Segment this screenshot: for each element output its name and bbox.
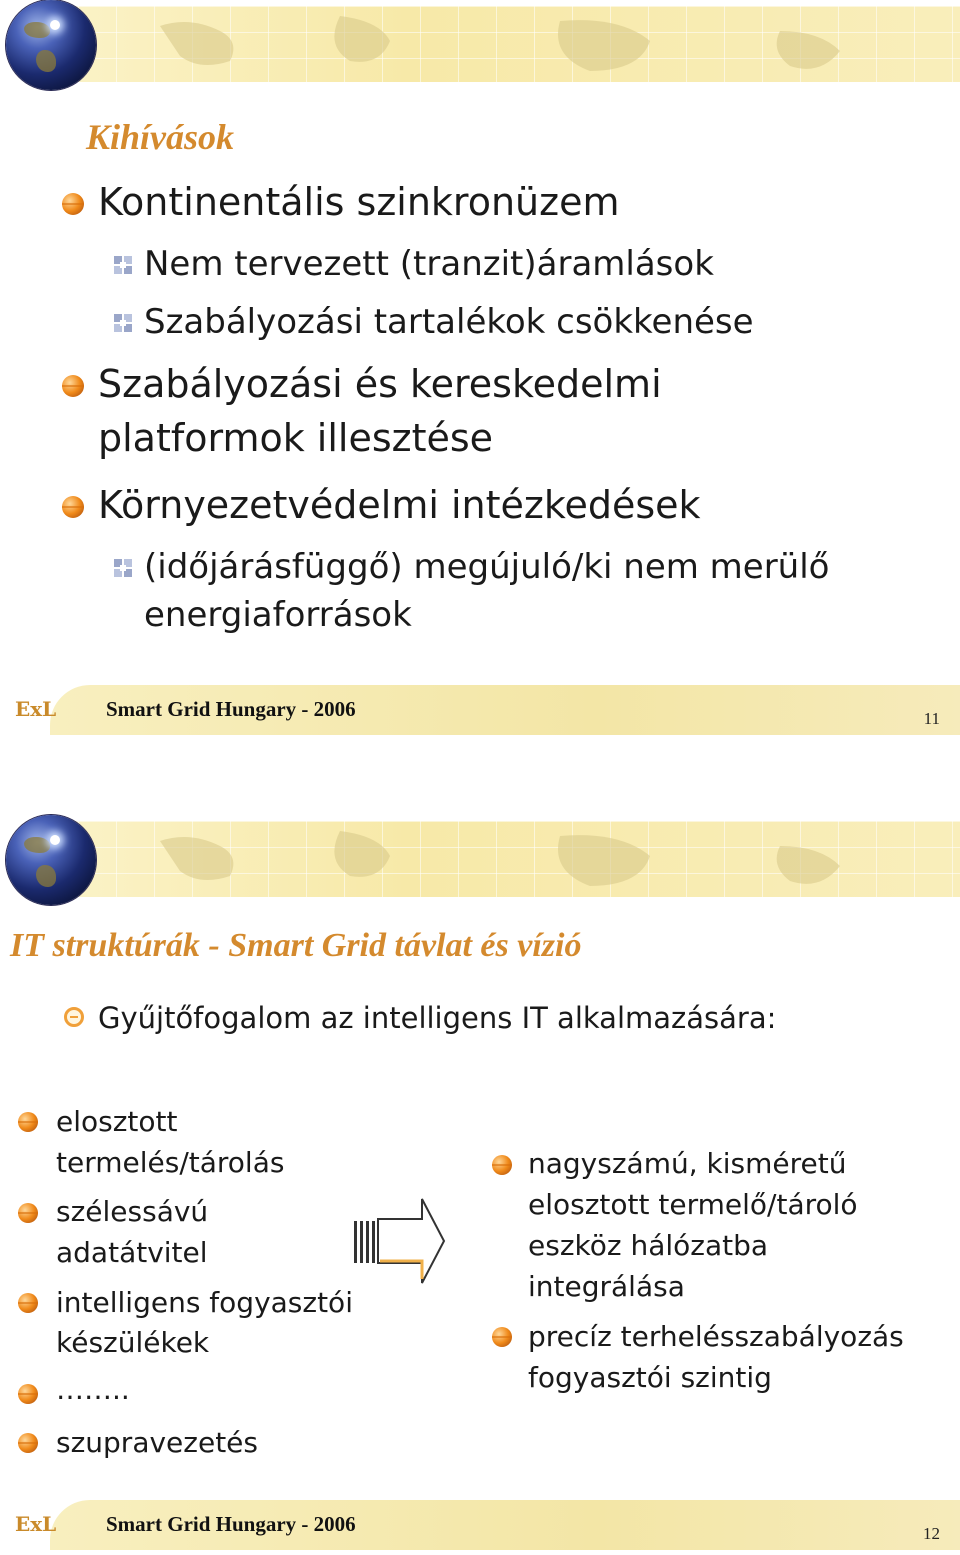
slide-title: IT struktúrák - Smart Grid távlat és vízió: [10, 927, 582, 964]
bullet-text-cont: platformok illesztése: [98, 416, 494, 460]
right-arrow-icon: [352, 1195, 448, 1287]
slide-title: Kihívások: [86, 117, 235, 157]
globe-logo: [6, 0, 96, 90]
footer-title: Smart Grid Hungary - 2006: [106, 1512, 356, 1536]
bullet-ball-icon: [18, 1293, 38, 1313]
bullet-ball-icon: [492, 1155, 512, 1175]
left-item-cont: készülékek: [56, 1326, 210, 1359]
footer-logo: ExL: [15, 697, 57, 721]
slide-11: [0, 0, 960, 740]
bullet-ball-icon: [18, 1203, 38, 1223]
sub-bullet-icon: [114, 314, 132, 332]
footer-title: Smart Grid Hungary - 2006: [106, 697, 356, 721]
bullet-text: Környezetvédelmi intézkedések: [98, 483, 701, 527]
bullet-text: Szabályozási és kereskedelmi: [98, 362, 662, 406]
header-map-band: [40, 6, 960, 82]
intro-text: Gyűjtőfogalom az intelligens IT alkalmazására:: [98, 1001, 777, 1035]
bullet-ring-icon: [64, 1007, 84, 1027]
footer-band: [0, 685, 960, 735]
header-map-band: [40, 821, 960, 897]
right-item-cont: integrálása: [528, 1270, 685, 1303]
sub-bullet-text: Nem tervezett (tranzit)áramlások: [144, 244, 714, 284]
world-map-graphic: [40, 821, 960, 897]
footer-logo: ExL: [15, 1512, 57, 1536]
left-item-cont: termelés/tárolás: [56, 1146, 285, 1179]
footer-band: [0, 1500, 960, 1550]
bullet-ball-icon: [18, 1112, 38, 1132]
left-item: elosztott: [56, 1105, 178, 1138]
sub-bullet-text: Szabályozási tartalékok csökkenése: [144, 302, 754, 342]
page-number: 12: [923, 1524, 940, 1543]
right-item-cont: fogyasztói szintig: [528, 1361, 772, 1394]
bullet-ball-icon: [492, 1327, 512, 1347]
sub-bullet-text-cont: energiaforrások: [144, 595, 412, 635]
left-item: szélessávú: [56, 1195, 209, 1228]
left-item: szupravezetés: [56, 1426, 258, 1459]
bullet-ball-icon: [62, 193, 84, 215]
world-map-graphic: [40, 6, 960, 82]
right-item-cont: elosztott termelő/tároló: [528, 1188, 858, 1221]
bullet-ball-icon: [18, 1433, 38, 1453]
bullet-ball-icon: [18, 1384, 38, 1404]
right-item-cont: eszköz hálózatba: [528, 1229, 769, 1262]
page-number: 11: [923, 709, 940, 728]
sub-bullet-icon: [114, 559, 132, 577]
left-item: ……..: [56, 1373, 130, 1406]
right-item: nagyszámú, kisméretű: [528, 1147, 847, 1180]
bullet-ball-icon: [62, 496, 84, 518]
left-item: intelligens fogyasztói: [56, 1286, 353, 1319]
slide-12: [0, 815, 960, 1555]
sub-bullet-text: (időjárásfüggő) megújuló/ki nem merülő: [144, 547, 830, 587]
left-item-cont: adatátvitel: [56, 1236, 208, 1269]
bullet-text: Kontinentális szinkronüzem: [98, 180, 620, 224]
right-item: precíz terhelésszabályozás: [528, 1320, 904, 1353]
globe-logo: [6, 815, 96, 905]
bullet-ball-icon: [62, 375, 84, 397]
sub-bullet-icon: [114, 256, 132, 274]
